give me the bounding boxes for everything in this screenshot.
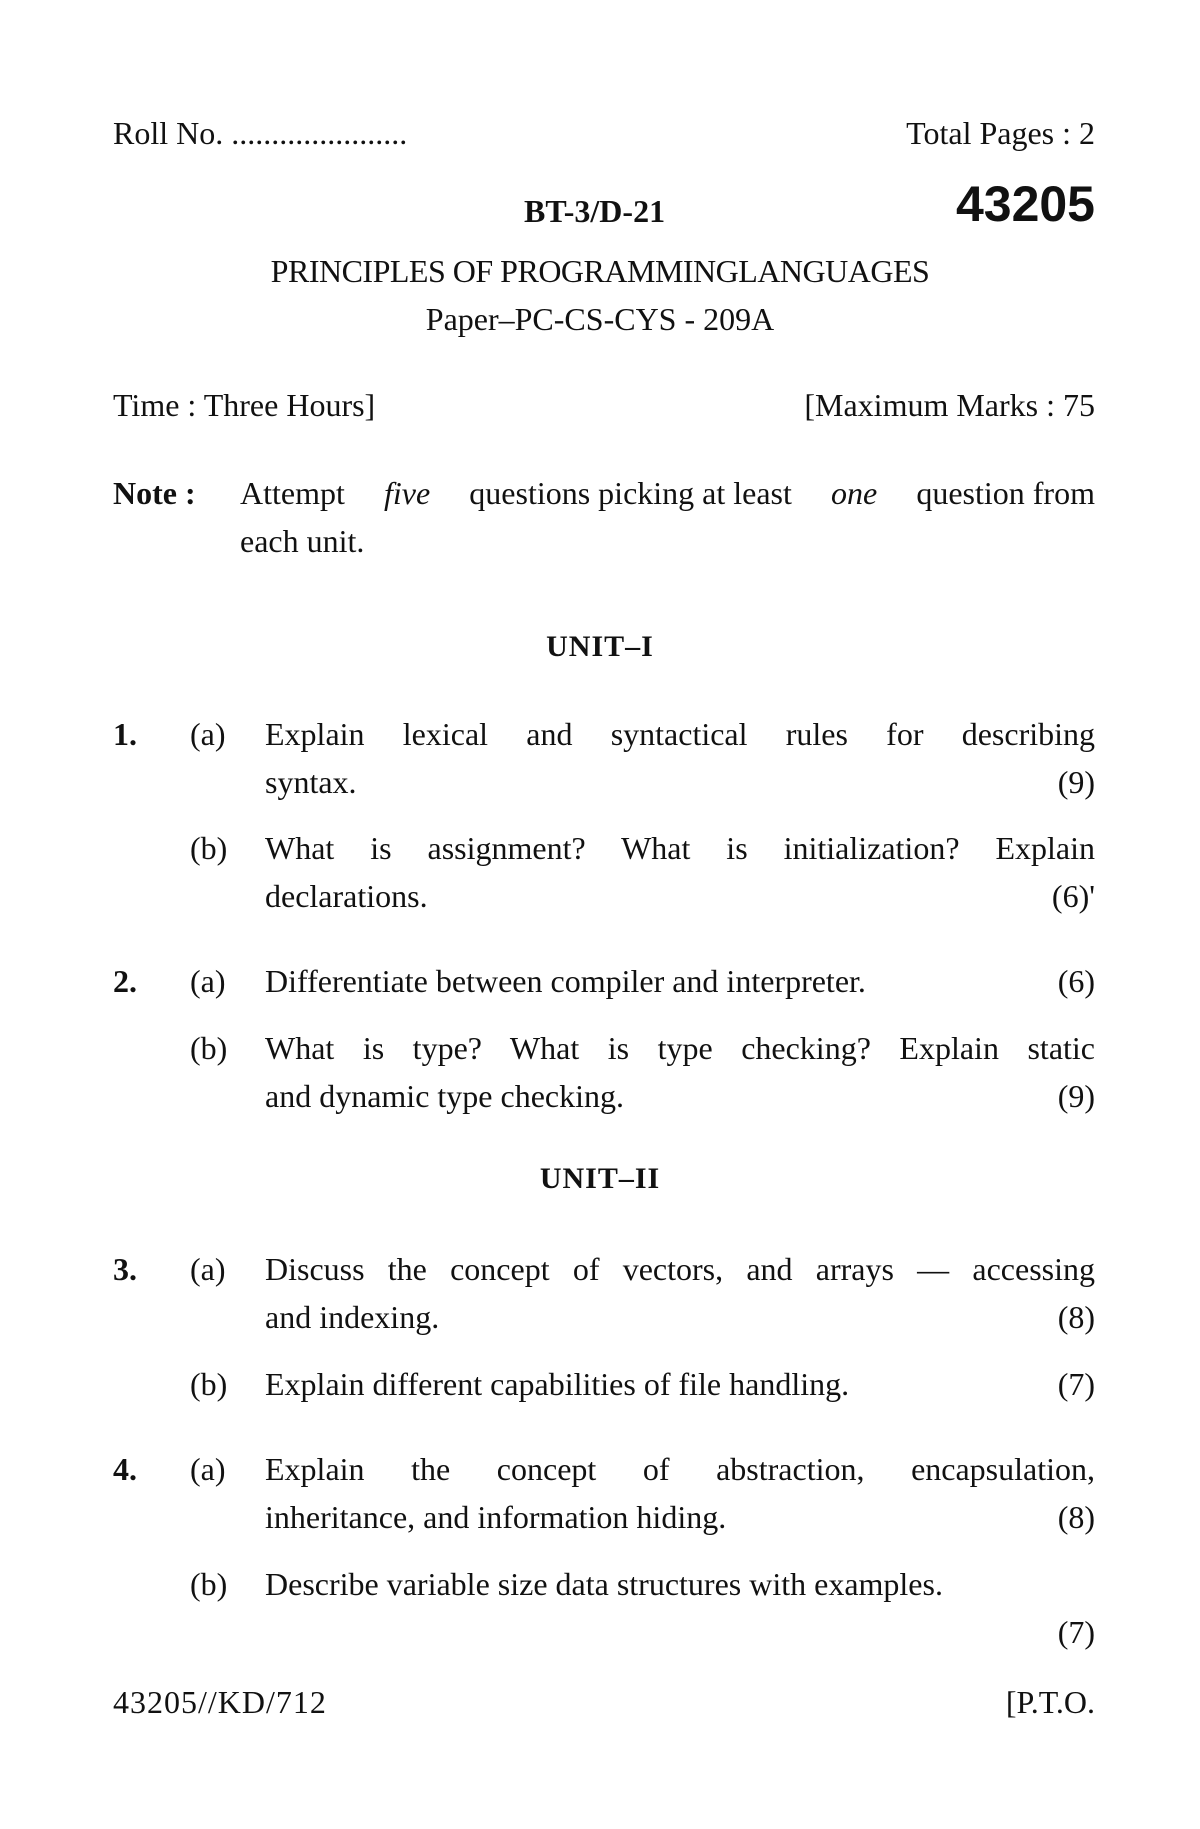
part-label: (a) <box>190 716 226 752</box>
question-text <box>265 957 1095 1005</box>
question-line: Differentiate between compiler and interpreter. <box>265 963 866 999</box>
part-label: (a) <box>190 963 226 999</box>
question-number: 4. <box>113 1451 137 1487</box>
question-text <box>265 1024 1095 1120</box>
question-marks: (7) <box>1057 1366 1095 1402</box>
question-text <box>265 824 1095 920</box>
time-allowed: Time : Three Hours] <box>113 387 376 423</box>
question-line: Explain the concept of abstraction, encapsulation, <box>265 1451 1095 1487</box>
total-pages: Total Pages : 2 <box>906 115 1095 151</box>
question-text <box>265 710 1095 806</box>
note-text-part: questions picking at least <box>469 475 792 511</box>
question-line: declarations. <box>265 878 428 914</box>
unit-heading: UNIT–I <box>546 630 654 663</box>
part-label: (b) <box>190 1566 228 1602</box>
note-text-part: question from <box>916 475 1095 511</box>
question-line: and dynamic type checking. <box>265 1078 624 1114</box>
note-emphasis-one: one <box>831 475 878 511</box>
paper-code: Paper–PC-CS-CYS - 209A <box>425 301 775 337</box>
question-marks: (8) <box>1057 1499 1095 1535</box>
footer-code: 43205//KD/712 <box>113 1684 327 1720</box>
question-text <box>265 1445 1095 1541</box>
question-text <box>265 1560 1095 1608</box>
page-turn-note: [P.T.O. <box>1005 1684 1095 1720</box>
note-text-line2: each unit. <box>240 523 365 559</box>
note-label: Note : <box>113 475 196 511</box>
question-marks: (8) <box>1057 1299 1095 1335</box>
question-marks: (9) <box>1057 1078 1095 1114</box>
question-marks: (6) <box>1057 963 1095 999</box>
roll-number: Roll No. ...................... <box>113 115 408 151</box>
part-label: (a) <box>190 1451 226 1487</box>
question-text <box>265 1360 1095 1408</box>
question-line: and indexing. <box>265 1299 440 1335</box>
question-marks: (9) <box>1057 764 1095 800</box>
maximum-marks: [Maximum Marks : 75 <box>804 387 1095 423</box>
part-label: (a) <box>190 1251 226 1287</box>
question-marks: (7) <box>1057 1614 1095 1650</box>
paper-number: 43205 <box>955 176 1095 232</box>
question-number: 3. <box>113 1251 137 1287</box>
question-line: syntax. <box>265 764 357 800</box>
note-text <box>240 475 1095 512</box>
question-line: Describe variable size data structures with examples. <box>265 1566 943 1602</box>
question-number: 2. <box>113 963 137 999</box>
question-line: Explain lexical and syntactical rules for describing <box>265 716 1095 752</box>
question-marks: (6)' <box>1051 878 1095 914</box>
part-label: (b) <box>190 1366 228 1402</box>
question-line: Discuss the concept of vectors, and arrays — accessing <box>265 1251 1095 1287</box>
note-emphasis-five: five <box>383 475 431 511</box>
question-number: 1. <box>113 716 137 752</box>
question-line: Explain different capabilities of file handling. <box>265 1366 850 1402</box>
unit-heading: UNIT–II <box>539 1162 661 1195</box>
subject-title: PRINCIPLES OF PROGRAMMINGLANGUAGES <box>270 253 930 289</box>
question-line: inheritance, and information hiding. <box>265 1499 727 1535</box>
question-text <box>265 1245 1095 1341</box>
part-label: (b) <box>190 830 228 866</box>
question-line: What is type? What is type checking? Explain static <box>265 1030 1095 1066</box>
question-line: What is assignment? What is initialization? Explain <box>265 830 1095 866</box>
exam-code: BT-3/D-21 <box>524 193 666 229</box>
note-text-part: Attempt <box>240 475 345 511</box>
part-label: (b) <box>190 1030 228 1066</box>
